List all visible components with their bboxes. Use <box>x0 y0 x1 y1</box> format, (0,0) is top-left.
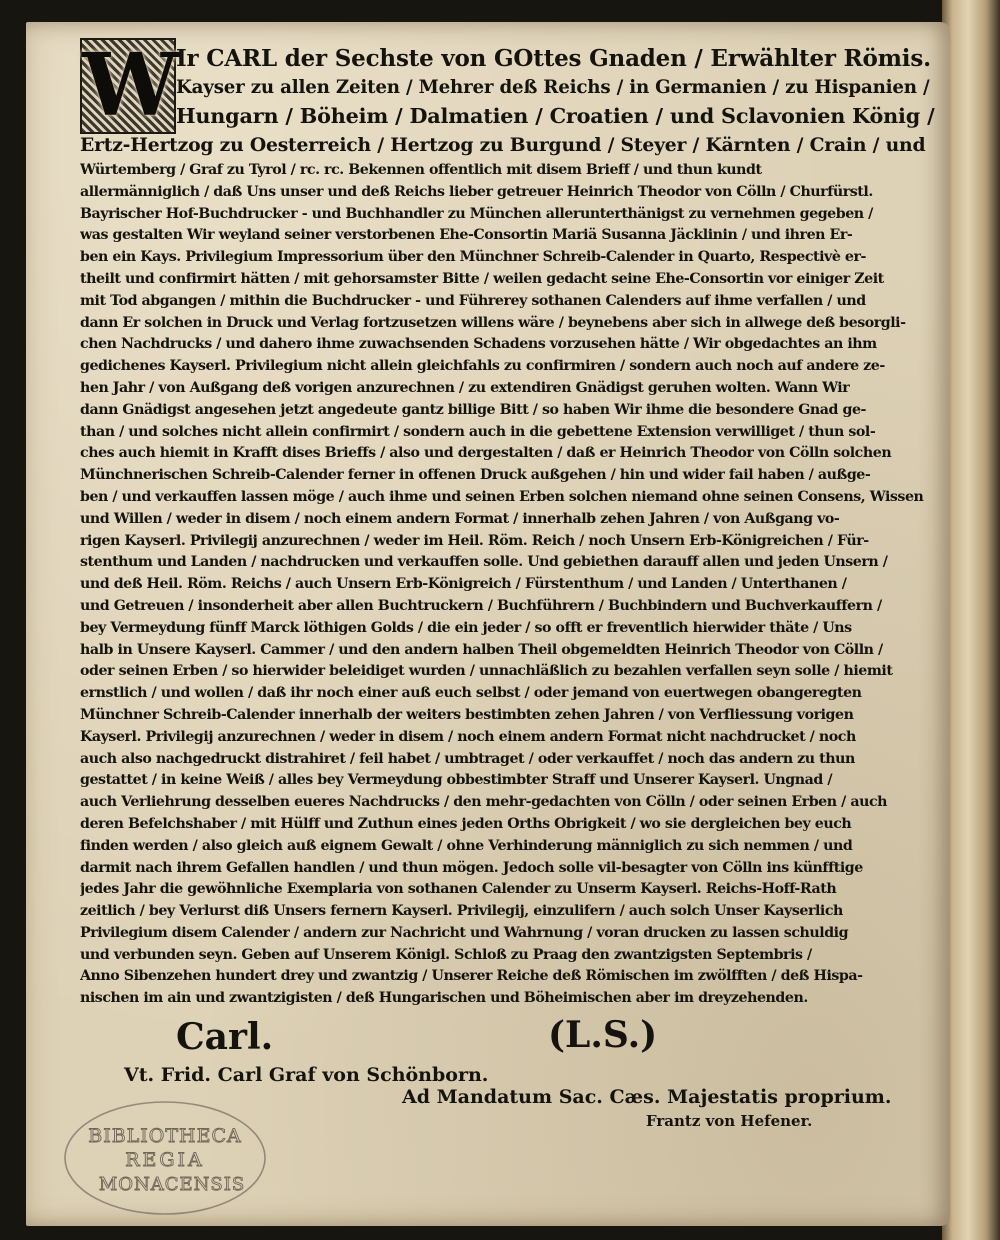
text-line: Hungarn / Böheim / Dalmatien / Croatien / und Sclavonien König / <box>176 104 935 128</box>
signature-carl: Carl. <box>176 1016 274 1058</box>
text-line: Ir CARL der Sechste von GOttes Gnaden / Erwählter Römis. <box>176 45 931 72</box>
text-line: finden werden / also gleich auß eignem Gewalt / ohne Verhinderung männiglich zu sich nemmen / und <box>80 837 853 854</box>
text-line: und Getreuen / insonderheit aber allen Buchtruckern / Buchführern / Buchbindern und Buchverkauffern / <box>80 597 882 614</box>
text-line: Kayser zu allen Zeiten / Mehrer deß Reichs / in Germanien / zu Hispanien / <box>176 77 930 98</box>
countersignature-schoenborn: Vt. Frid. Carl Graf von Schönborn. <box>124 1064 489 1086</box>
document-body <box>80 44 936 1010</box>
text-line: bey Vermeydung fünff Marck löthigen Golds / die ein jeder / so offt er freventlich hierwider thäte / Uns <box>80 619 852 636</box>
text-line: ben ein Kays. Privilegium Impressorium über den Münchner Schreib-Calender in Quarto, Respectivè er- <box>80 249 866 266</box>
text-line: was gestalten Wir weyland seiner verstorbenen Ehe-Consortin Mariä Susanna Jäcklinin / und ihren Er- <box>80 227 853 244</box>
text-line: jedes Jahr die gewöhnliche Exemplaria von sothanen Calender zu Unserm Kayserl. Reichs-Hoff-Rath <box>80 881 837 898</box>
text-line: Privilegium disem Calender / andern zur Nachricht und Wahrnung / voran drucken zu lassen schuldig <box>80 924 849 941</box>
text-line: auch also nachgedruckt distrahiret / feil habet / umbtraget / oder verkauffet / noch das andern zu thun <box>80 750 855 767</box>
text-line: dann Er solchen in Druck und Verlag fortzusetzen willens wäre / beynebens aber sich in allwege deß besorgli- <box>80 314 906 331</box>
text-line: darmit nach ihrem Gefallen handlen / und thun mögen. Jedoch solle vil-besagter von Cölln ins künfftige <box>80 859 863 876</box>
decorated-initial: W <box>82 35 179 136</box>
text-line: und verbunden seyn. Geben auf Unserem Königl. Schloß zu Praag den zwantzigsten Septembris / <box>80 946 812 963</box>
stamp-line-2: REGIA <box>125 1149 205 1171</box>
stamp-line-1: BIBLIOTHECA <box>88 1125 242 1147</box>
text-line: und deß Heil. Röm. Reichs / auch Unsern Erb-Königreich / Fürstenthum / und Landen / Unterthanen / <box>80 576 847 593</box>
text-line: und Willen / weder in disem / noch einem andern Format / innerhalb zehen Jahren / von Außgang vo- <box>80 510 840 527</box>
text-line: Münchnerischen Schreib-Calender ferner in offenen Druck außgehen / hin und wider fail haben / außge- <box>80 467 871 484</box>
text-line: chen Nachdrucks / und dahero ihme zuwachsenden Schadens vorzusehen hätte / Wir obgedachtes an ihm <box>80 336 877 353</box>
text-line: theilt und confirmirt hätten / mit gehorsamster Bitte / weilen gedacht seine Ehe-Consortin vor einiger Zeit <box>80 270 884 287</box>
text-line: rigen Kayserl. Privilegij anzurechnen / weder im Heil. Röm. Reich / noch Unsern Erb-Königreichen / Für- <box>80 532 869 549</box>
text-line: dann Gnädigst angesehen jetzt angedeute gantz billige Bitt / so haben Wir ihme die besondere Gnad ge- <box>80 401 866 418</box>
text-line: mit Tod abgangen / mithin die Buchdrucker - und Führerey sothanen Calenders auf ihme verfallen / und <box>80 292 866 309</box>
text-line: Münchner Schreib-Calender innerhalb der weiters bestimbten zehen Jahren / von Verfliessung vorigen <box>80 706 854 723</box>
text-line: Bayrischer Hof-Buchdrucker - und Buchhandler zu München allerunterthänigst zu vernehmen gegeben / <box>80 205 873 222</box>
text-line: ernstlich / und wollen / daß ihr noch einer auß euch selbst / oder jemand von euertwegen obangeregten <box>80 685 862 702</box>
text-line: Ertz-Hertzog zu Oesterreich / Hertzog zu Burgund / Steyer / Kärnten / Crain / und <box>80 134 926 156</box>
text-line: deren Befelchshaber / mit Hülff und Zuthun eines jeden Orths Obrigkeit / wo sie dergleichen bey euch <box>80 815 852 832</box>
text-line: gedichenes Kayserl. Privilegium nicht allein gleichfahls zu confirmiren / sondern auch noch auf andere ze- <box>80 358 885 375</box>
text-line: gestattet / in keine Weiß / alles bey Vermeydung obbestimbter Straff und Unserer Kayserl. Ungnad / <box>80 772 833 789</box>
text-line: halb in Unsere Kayserl. Cammer / und den andern halben Theil obgemeldten Heinrich Theodor von Cölln / <box>80 641 883 658</box>
seal-mark: (L.S.) <box>548 1014 658 1056</box>
text-line: stenthum und Landen / nachdrucken und verkauffen solle. Und gebiethen darauff allen und jeden Unsern / <box>80 554 888 571</box>
text-line: nischen im ain und zwantzigisten / deß Hungarischen und Böheimischen aber im dreyzehenden. <box>80 990 808 1007</box>
text-line: ches auch hiemit in Krafft dises Brieffs / also und dergestalten / daß er Heinrich Theodor von Cölln solchen <box>80 445 892 462</box>
text-line: Würtemberg / Graf zu Tyrol / rc. rc. Bekennen offentlich mit disem Brieff / und thun kundt <box>80 162 762 178</box>
text-line: ben / und verkauffen lassen möge / auch ihme und seinen Erben solchen niemand ohne seinen Consens, Wissen <box>80 488 924 505</box>
book-spine <box>942 0 1000 1240</box>
text-line: allermänniglich / daß Uns unser und deß Reichs lieber getreuer Heinrich Theodor von Cölln / Churfürstl. <box>80 183 873 200</box>
mandatum-line: Ad Mandatum Sac. Cæs. Majestatis proprium. <box>402 1086 892 1108</box>
signature-frantz: Frantz von Hefener. <box>646 1112 813 1130</box>
text-line: Anno Sibenzehen hundert drey und zwantzig / Unserer Reiche deß Römischen im zwölfften / deß Hispa- <box>80 968 863 985</box>
text-line: than / und solches nicht allein confirmirt / sondern auch in die gebettene Extension verwilliget / thun sol- <box>80 423 876 440</box>
text-line: oder seinen Erben / so hierwider beleidiget wurden / unnachläßlich zu bezahlen verfallen seyn solle / hiemit <box>80 663 893 680</box>
library-stamp <box>60 1080 270 1216</box>
text-line: hen Jahr / von Außgang deß vorigen anzurechnen / zu extendiren Gnädigst geruhen wolten. Wann Wir <box>80 379 850 396</box>
text-line: Kayserl. Privilegij anzurechnen / weder in disem / noch einem andern Format nicht nachdrucket / noch <box>80 728 856 745</box>
stamp-line-3: MONACENSIS <box>98 1174 246 1195</box>
text-line: zeitlich / bey Verlurst diß Unsers fernern Kayserl. Privilegij, einzulifern / auch solch Unser Kayserlich <box>80 903 843 920</box>
text-line: auch Verliehrung desselben eueres Nachdrucks / den mehr-gedachten von Cölln / oder seinen Erben / auch <box>80 794 887 811</box>
